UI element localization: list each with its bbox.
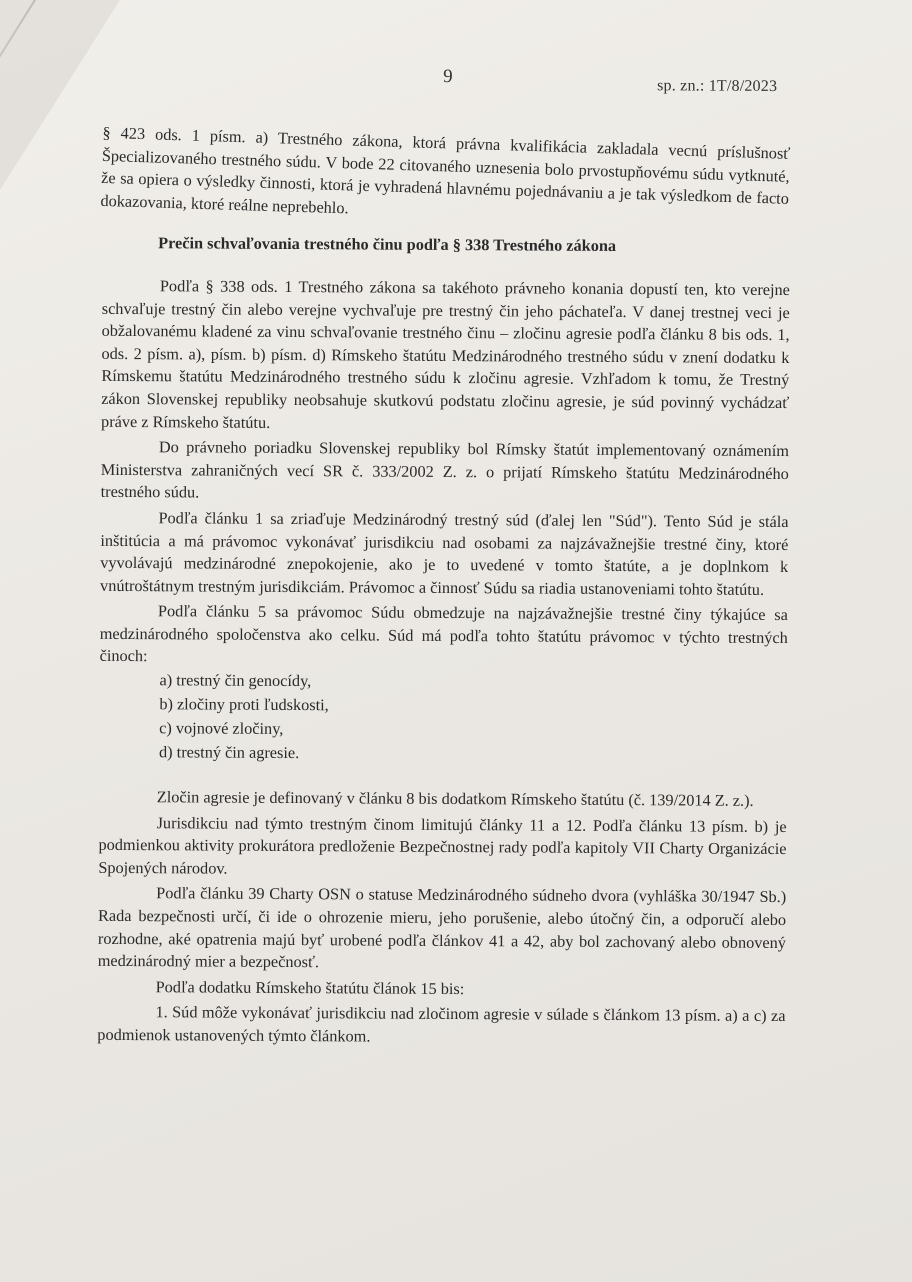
paragraph-implementation: Do právneho poriadku Slovenskej republiky bol Rímsky štatút implementovaný oznámením Ministerstva zahraničných vecí SR č. 333/2002 Z. z. o prijatí Rímskeho štatútu Medzinárodného trestného súdu. [100, 437, 789, 502]
paragraph-article-15bis: Podľa dodatku Rímskeho štatútu článok 15 bis: [155, 977, 465, 998]
paragraph-338: Podľa § 338 ods. 1 Trestného zákona sa takéhoto právneho konania dopustí ten, kto verejne schvaľuje trestný čin alebo verejne vychvaľuje pre trestný čin jeho páchateľa. V danej trestnej veci je obžalovanému kladené za vinu schvaľovanie trestného činu – zločinu agresie podľa článku 8 bis ods. 1, ods. 2 písm. a), písm. b) písm. d) Rímskeho štatútu Medzinárodného trestného súdu v znení dodatku k Rímskemu štatútu Medzinárodného trestného súdu k zločinu agresie. Vzhľadom k tomu, že Trestný zákon Slovenskej republiky neobsahuje skutkovú podstatu zločinu agresie, je súd povinný vychádzať práve z Rímskeho štatútu. [101, 276, 790, 432]
list-item: b) zločiny proti ľudskosti, [159, 694, 329, 715]
paragraph-article-15bis-point-1: 1. Súd môže vykonávať jurisdikciu nad zločinom agresie v súlade s článkom 13 písm. a) a c) za podmienok ustanovených týmto článkom. [97, 1002, 786, 1046]
paragraph-jurisdiction: Jurisdikciu nad týmto trestným činom limitujú články 11 a 12. Podľa článku 13 písm. b) je podmienkou aktivity prokurátora predloženie Bezpečnostnej rady podľa kapitoly VII Charty Organizácie Spojených národov. [98, 812, 787, 878]
document-body [97, 122, 791, 1051]
crimes-list [99, 668, 788, 768]
paragraph-article-8bis: Zločin agresie je definovaný v článku 8 bis dodatkom Rímskeho štatútu (č. 139/2014 Z. z.). [156, 787, 754, 810]
paragraph-intro: § 423 ods. 1 písm. a) Trestného zákona, ktorá právna kvalifikácia zakladala vecnú príslušnosť Špecializovaného trestného súdu. V bode 22 citovaného uznesenia bolo prvostupňovému súdu vytknuté, že sa opiera o výsledky činnosti, ktorá je vyhradená hlavnému pojednávaniu a je tak výsledkom de facto dokazovania, ktoré reálne neprebehlo. [100, 122, 791, 218]
file-reference: sp. zn.: 1T/8/2023 [657, 77, 778, 95]
paragraph-article-5: Podľa článku 5 sa právomoc Súdu obmedzuje na najzávažnejšie trestné činy týkajúce sa medzinárodného spoločenstva ako celku. Súd má podľa tohto štatútu právomoc v týchto trestných činoch: [99, 601, 788, 666]
paragraph-article-39: Podľa článku 39 Charty OSN o statuse Medzinárodného súdneho dvora (vyhláška 30/1947 Sb.) Rada bezpečnosti určí, či ide o ohrozenie mieru, jeho porušenie, alebo útočný čin, a odporučí alebo rozhodne, aké opatrenia majú byť urobené podľa článkov 41 a 42, aby bol zachovaný alebo obnovený medzinárodný mier a bezpečnosť. [97, 883, 787, 972]
list-item: c) vojnové zločiny, [159, 718, 284, 739]
paragraph-article-1: Podľa článku 1 sa zriaďuje Medzinárodný trestný súd (ďalej len "Súd"). Tento Súd je stála inštitúcia a má právomoc vykonávať jurisdikciu nad osobami za najzávažnejšie trestné činy, ktoré vyvolávajú medzinárodné znepokojenie, ako je to uvedené v tomto štatúte, a je doplnkom k vnútroštátnym trestným jurisdikciám. Právomoc a činnosť Súdu sa riadia ustanoveniami tohto štatútu. [100, 508, 789, 599]
section-heading: Prečin schvaľovania trestného činu podľa § 338 Trestného zákona [158, 233, 617, 256]
list-item: a) trestný čin genocídy, [159, 670, 312, 691]
list-item: d) trestný čin agresie. [159, 742, 300, 763]
page-number: 9 [443, 65, 453, 88]
